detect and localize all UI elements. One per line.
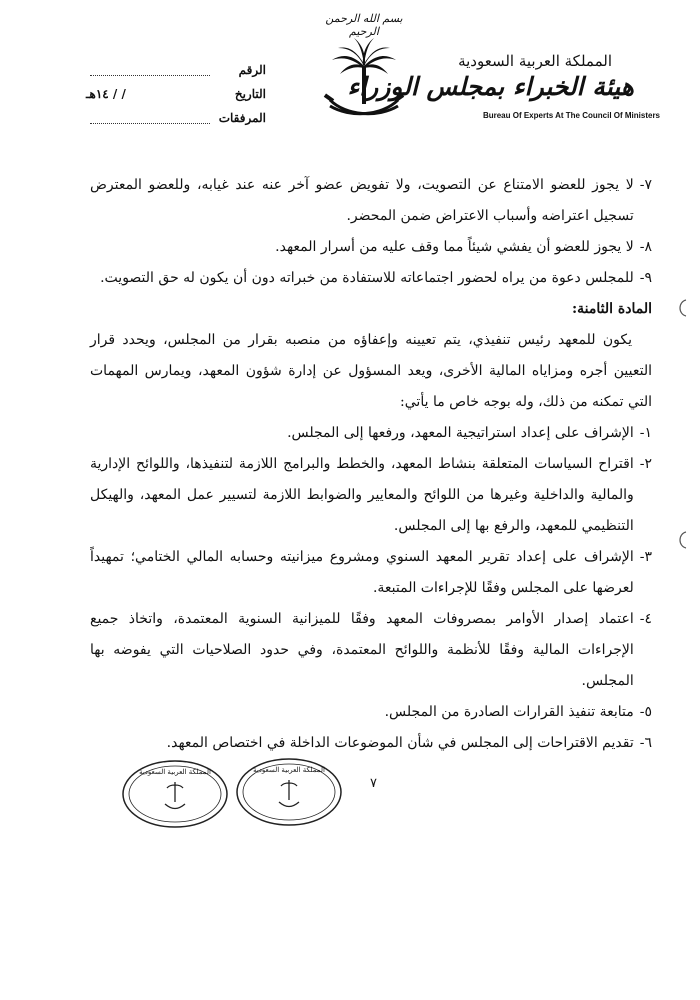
basmala-calligraphy: بسم الله الرحمن الرحيم — [325, 12, 403, 38]
list-item — [90, 697, 652, 728]
attachments-label: المرفقات — [218, 111, 266, 125]
item-text: لا يجوز للعضو أن يفشي شيئاً مما وقف عليه من أسرار المعهد. — [275, 239, 634, 255]
article-heading: المادة الثامنة: — [571, 301, 652, 317]
page-number: ٧ — [370, 776, 377, 791]
list-item — [90, 542, 652, 604]
list-item — [90, 604, 652, 697]
item-text: لا يجوز للعضو الامتناع عن التصويت، ولا تفويض عضو آخر عنه عند غيابه، وللعضو المعترض تسجيل اعتراضه وأسباب الاعتراض ضمن المحضر. — [90, 177, 634, 224]
article-intro: يكون للمعهد رئيس تنفيذي، يتم تعيينه وإعفاؤه من منصبه بقرار من المجلس، ويحدد قرار التعيين أجره ومزاياه المالية الأخرى، ويعد المسؤول عن إدارة شؤون المعهد، ويمارس المهمات التي تمكنه من ذلك، وله بوجه خاص ما يأتي: — [90, 332, 652, 410]
item-text: اعتماد إصدار الأوامر بمصروفات المعهد وفقًا للميزانية السنوية المعتمدة، واتخاذ جميع الإجراءات المالية وفقًا للأنظمة واللوائح المعتمدة، وفي حدود الصلاحيات التي يفوضه بها المجلس. — [90, 611, 634, 689]
item-number: ٩- — [639, 270, 652, 286]
list-item — [90, 418, 652, 449]
ref-label: الرقم — [238, 63, 266, 77]
item-number: ٦- — [639, 735, 652, 751]
item-text: متابعة تنفيذ القرارات الصادرة من المجلس. — [384, 704, 634, 720]
ref-line — [90, 65, 210, 76]
list-item — [90, 263, 652, 294]
item-text: الإشراف على إعداد استراتيجية المعهد، ورفعها إلى المجلس. — [287, 425, 634, 441]
list-item — [90, 232, 652, 263]
item-text: للمجلس دعوة من يراه لحضور اجتماعاته للاستفادة من خبراته دون أن يكون له حق التصويت. — [100, 270, 634, 286]
document-body — [90, 170, 652, 759]
bureau-name-arabic: هيئة الخبراء بمجلس الوزراء — [347, 72, 634, 101]
kingdom-name: المملكة العربية السعودية — [458, 52, 612, 70]
item-text: الإشراف على إعداد تقرير المعهد السنوي ومشروع ميزانيته وحسابه المالي الختامي؛ تمهيداً لعرضها على المجلس وفقًا للإجراءات المتبعة. — [90, 549, 634, 596]
list-item — [90, 170, 652, 232]
reference-block — [86, 58, 266, 130]
item-number: ٥- — [639, 704, 652, 720]
margin-bracket-icon — [676, 298, 690, 318]
attachments-row — [86, 106, 266, 130]
item-number: ٤- — [639, 611, 652, 627]
item-text: تقديم الاقتراحات إلى المجلس في شأن الموضوعات الداخلة في اختصاص المعهد. — [166, 735, 634, 751]
date-label: التاريخ — [234, 87, 266, 101]
margin-bracket-icon — [676, 530, 690, 550]
item-number: ٣- — [639, 549, 652, 565]
list-item — [90, 449, 652, 542]
attachments-line — [90, 113, 210, 124]
date-value: / / ١٤هـ — [86, 87, 126, 101]
seal-text: المملكة العربية السعودية — [139, 768, 211, 776]
list-item — [90, 728, 652, 759]
item-number: ١- — [639, 425, 652, 441]
seal-text: المملكة العربية السعودية — [253, 766, 325, 774]
item-number: ٢- — [639, 456, 652, 472]
item-number: ٨- — [639, 239, 652, 255]
ref-row — [86, 58, 266, 82]
item-text: اقتراح السياسات المتعلقة بنشاط المعهد، والخطط والبرامج اللازمة لتنفيذها، واللوائح الإدارية والمالية والداخلية وغيرها من اللوائح والمعايير والضوابط اللازمة لتسيير عمل المعهد، والهيكل التنظيمي للمعهد، والرفع بها إلى المجلس. — [90, 456, 634, 534]
item-number: ٧- — [639, 177, 652, 193]
bureau-name-english: Bureau Of Experts At The Council Of Ministers — [482, 111, 660, 120]
date-row — [86, 82, 266, 106]
